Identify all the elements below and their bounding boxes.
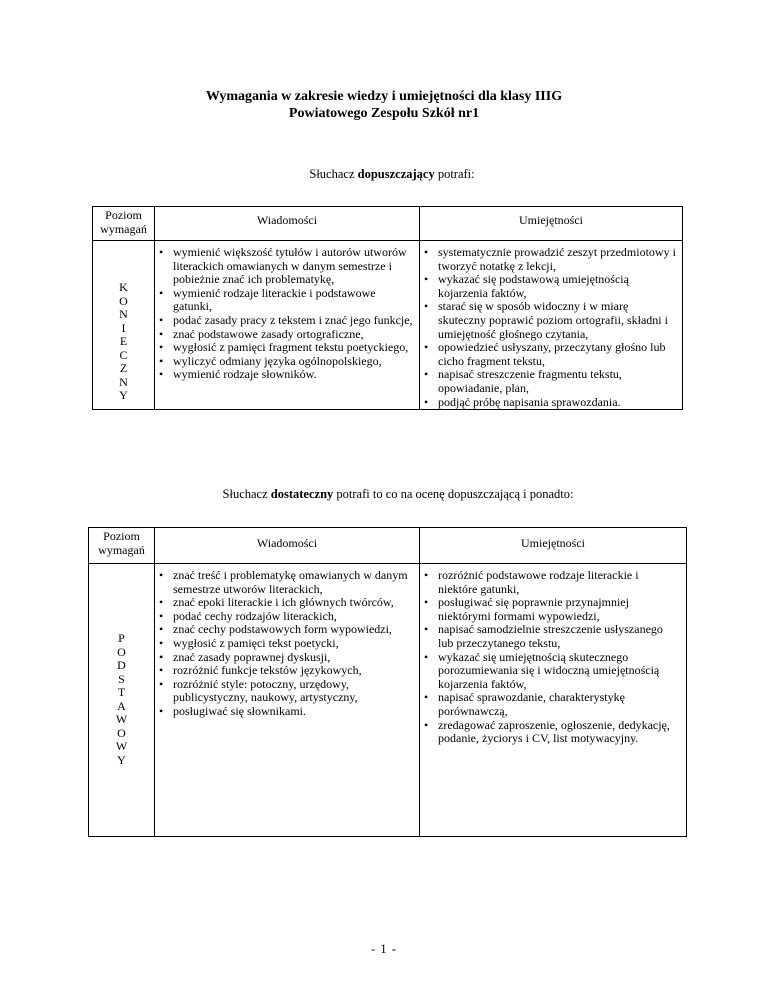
skills-header: Umiejętności — [420, 528, 687, 564]
level-letter: O — [117, 644, 126, 659]
list-item: • wymienić większość tytułów i autorów utworów literackich omawianych w danym semestrze i pobieżnie znać ich problematykę, — [155, 246, 413, 287]
list-item: • posługiwać się słownikami. — [155, 705, 413, 719]
level-header: Poziom wymagań — [89, 528, 155, 564]
section1-intro — [8, 167, 768, 182]
skills-cell — [420, 241, 683, 410]
level-letter: O — [117, 725, 126, 740]
level-letter: A — [117, 698, 126, 713]
level-letter: P — [118, 631, 125, 645]
level-letter: T — [117, 685, 126, 699]
level-letter: Y — [117, 752, 126, 767]
document-title — [0, 88, 768, 122]
title-line-2: Powiatowego Zespołu Szkół nr1 — [288, 106, 480, 121]
list-item: • podać cechy rodzajów literackich, — [155, 610, 413, 624]
level-letter: S — [118, 671, 125, 686]
list-item: • napisać sprawozdanie, charakterystykę porównawczą, — [420, 691, 680, 718]
knowledge-cell — [155, 241, 420, 410]
page-number: - 1 - — [371, 942, 397, 956]
level-label-vertical — [89, 564, 155, 837]
level-letter: W — [115, 712, 128, 726]
knowledge-header: Wiadomości — [155, 207, 420, 241]
list-item: • wyliczyć odmiany języka ogólnopolskiego, — [155, 355, 413, 369]
section1-grade: dopuszczający — [357, 167, 435, 181]
list-item: • napisać samodzielnie streszczenie usłyszanego lub przeczytanego tekstu, — [420, 623, 680, 650]
knowledge-header: Wiadomości — [155, 528, 420, 564]
list-item: • posługiwać się poprawnie przynajmniej niektórymi formami wypowiedzi, — [420, 596, 680, 623]
list-item: • rozróżnić funkcje tekstów językowych, — [155, 664, 413, 678]
title-line-1: Wymagania w zakresie wiedzy i umiejętności dla klasy IIIG — [205, 89, 563, 104]
list-item: • wykazać się podstawową umiejętnością kojarzenia faktów, — [420, 273, 676, 300]
level-letter: N — [119, 307, 128, 321]
list-item: • systematycznie prowadzić zeszyt przedmiotowy i tworzyć notatkę z lekcji, — [420, 246, 676, 273]
section2-intro-suffix: potrafi to co na ocenę dopuszczającą i ponadto: — [333, 487, 574, 501]
list-item: • znać epoki literackie i ich głównych twórców, — [155, 596, 413, 610]
list-item: • rozróżnić podstawowe rodzaje literackie i niektóre gatunki, — [420, 569, 680, 596]
knowledge-cell — [155, 564, 420, 837]
list-item: • napisać streszczenie fragmentu tekstu, opowiadanie, plan, — [420, 368, 676, 395]
level-letter: C — [119, 347, 128, 362]
level-letter: E — [119, 334, 128, 348]
list-item: • opowiedzieć usłyszany, przeczytany głośno lub cicho fragment tekstu, — [420, 341, 676, 368]
list-item: • wymienić rodzaje literackie i podstawowe gatunki, — [155, 287, 413, 314]
requirements-table-dostateczny — [88, 527, 687, 837]
level-letter: W — [115, 739, 128, 753]
list-item: • zredagować zaproszenie, ogłoszenie, dedykację, podanie, życiorys i CV, list motywacyjny. — [420, 719, 680, 746]
list-item: • podjąć próbę napisania sprawozdania. — [420, 396, 676, 410]
section2-intro — [14, 487, 768, 502]
level-letter: K — [119, 280, 128, 294]
list-item: • wygłosić z pamięci tekst poetycki, — [155, 637, 413, 651]
list-item: • wymienić rodzaje słowników. — [155, 368, 413, 382]
list-item: • znać zasady poprawnej dyskusji, — [155, 651, 413, 665]
list-item: • wygłosić z pamięci fragment tekstu poetyckiego, — [155, 341, 413, 355]
level-letter: Y — [119, 388, 128, 402]
list-item: • znać treść i problematykę omawianych w danym semestrze utworów literackich, — [155, 569, 413, 596]
level-letter: N — [119, 374, 128, 389]
list-item: • rozróżnić style: potoczny, urzędowy, publicystyczny, naukowy, artystyczny, — [155, 678, 413, 705]
section2-intro-text: Słuchacz — [222, 487, 271, 501]
section1-intro-text: Słuchacz — [309, 167, 358, 181]
level-header: Poziom wymagań — [93, 207, 155, 241]
section2-grade: dostateczny — [270, 487, 334, 501]
skills-cell — [420, 564, 687, 837]
list-item: • podać zasady pracy z tekstem i znać jego funkcje, — [155, 314, 413, 328]
level-letter: D — [117, 658, 126, 672]
list-item: • wykazać się umiejętnością skutecznego porozumiewania się i widoczną umiejętnością kojarzenia faktów, — [420, 651, 680, 692]
list-item: • znać podstawowe zasady ortograficzne, — [155, 328, 413, 342]
level-letter: I — [121, 320, 126, 335]
level-letter: Z — [119, 361, 128, 375]
level-letter: O — [119, 293, 128, 308]
skills-header: Umiejętności — [420, 207, 683, 241]
list-item: • znać cechy podstawowych form wypowiedzi, — [155, 623, 413, 637]
level-label-vertical — [93, 241, 155, 410]
list-item: • starać się w sposób widoczny i w miarę skuteczny poprawić poziom ortografii, składni i umiejętność głośnego czytania, — [420, 300, 676, 341]
section1-intro-suffix: potrafi: — [434, 167, 475, 181]
requirements-table-dopuszczajacy — [92, 206, 683, 410]
